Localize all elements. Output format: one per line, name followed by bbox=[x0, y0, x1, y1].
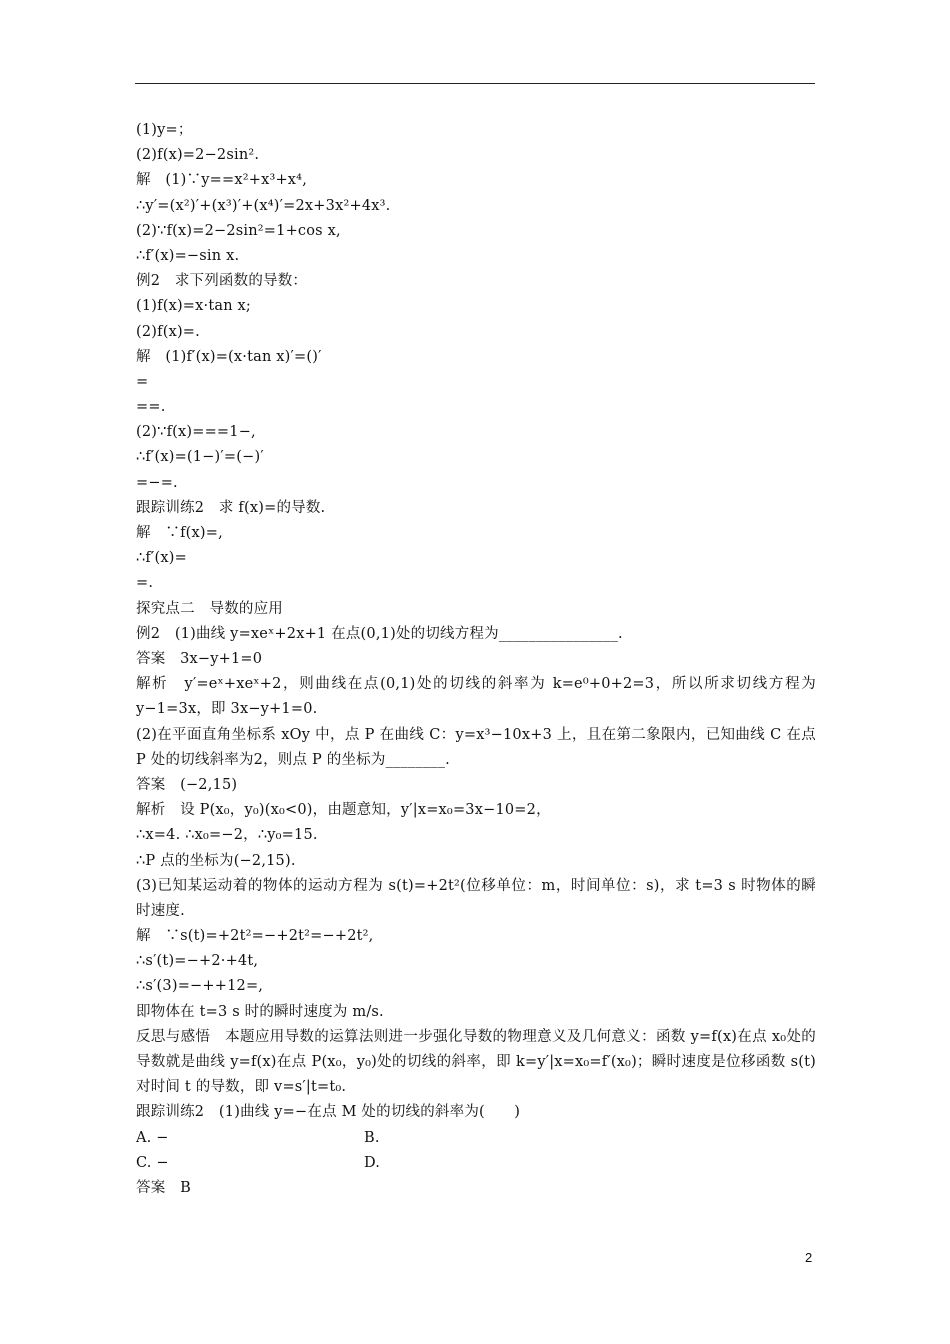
exercise-heading: 跟踪训练2 求 f(x)=的导数. bbox=[136, 499, 326, 516]
header-rule bbox=[135, 83, 815, 84]
option-b: B. bbox=[364, 1129, 380, 1146]
text-line: (2)∵f(x)=2−2sin²=1+cos x, bbox=[136, 222, 341, 239]
text-line: 解 ∵f(x)=, bbox=[136, 525, 223, 541]
answer-line: 答案 B bbox=[136, 1180, 191, 1197]
reflection-paragraph: 反思与感悟 本题应用导数的运算法则进一步强化导数的物理意义及几何意义：函数 y=f(x)在点 x₀处的导数就是曲线 y=f(x)在点 P(x₀，y₀)处的切线的斜率，即 k=y′|x=x₀=f′(x₀)；瞬时速度是位移函数 s(t)对时间 t 的导数，即 v=s′|t=t₀. bbox=[136, 1028, 816, 1096]
text-line: (1)y=； bbox=[136, 122, 193, 138]
answer-line: 答案 (−2,15) bbox=[136, 776, 238, 793]
text-line: ∴x=4. ∴x₀=−2，∴y₀=15. bbox=[136, 827, 318, 844]
text-line: ∴y′=(x²)′+(x³)′+(x⁴)′=2x+3x²+4x³. bbox=[136, 197, 391, 214]
exercise-heading: 跟踪训练2 (1)曲线 y=−在点 M 处的切线的斜率为( ) bbox=[136, 1104, 521, 1121]
text-line: 解 ∵s(t)=+2t²=−+2t²=−+2t², bbox=[136, 928, 374, 945]
question-paragraph: (2)在平面直角坐标系 xOy 中，点 P 在曲线 C：y=x³−10x+3 上，且在第二象限内，已知曲线 C 在点 P 处的切线斜率为2，则点 P 的坐标为________. bbox=[136, 726, 816, 768]
text-line: 解 (1)∵y==x²+x³+x⁴, bbox=[136, 172, 308, 189]
text-line: 即物体在 t=3 s 时的瞬时速度为 m/s. bbox=[136, 1003, 384, 1020]
question-paragraph: (3)已知某运动着的物体的运动方程为 s(t)=+2t²(位移单位：m，时间单位：s)，求 t=3 s 时物体的瞬时速度. bbox=[136, 877, 816, 919]
text-line: ∴f′(x)=−sin x. bbox=[136, 247, 240, 264]
answer-line: 答案 3x−y+1=0 bbox=[136, 650, 263, 667]
text-line: 解 (1)f′(x)=(x·tan x)′=()′ bbox=[136, 348, 322, 365]
example-heading: 例2 求下列函数的导数： bbox=[136, 273, 308, 290]
text-line: (1)f(x)=x·tan x; bbox=[136, 298, 252, 315]
text-line: ==. bbox=[136, 399, 166, 416]
text-line: (2)f(x)=. bbox=[136, 323, 200, 340]
text-line: ∴P 点的坐标为(−2,15). bbox=[136, 852, 296, 869]
text-line: ∴f′(x)= bbox=[136, 550, 187, 567]
text-line: =. bbox=[136, 575, 154, 592]
text-line: ∴f′(x)=(1−)′=(−)′ bbox=[136, 449, 264, 466]
text-line: 例2 (1)曲线 y=xeˣ+2x+1 在点(0,1)处的切线方程为________________. bbox=[136, 625, 623, 642]
page-number: 2 bbox=[805, 1250, 813, 1265]
option-d: D. bbox=[364, 1154, 381, 1171]
text-line: (2)f(x)=2−2sin². bbox=[136, 147, 260, 164]
option-a: A. − bbox=[136, 1129, 169, 1146]
text-line: = bbox=[136, 373, 149, 390]
option-c: C. − bbox=[136, 1154, 169, 1171]
text-line: =−=. bbox=[136, 474, 178, 491]
text-line: 解析 设 P(x₀，y₀)(x₀<0)，由题意知，y′|x=x₀=3x−10=2， bbox=[136, 802, 551, 819]
document-body bbox=[136, 118, 816, 1201]
options-row bbox=[136, 1126, 816, 1151]
analysis-paragraph: 解析 y′=eˣ+xeˣ+2，则曲线在点(0,1)处的切线的斜率为 k=e⁰+0+2=3，所以所求切线方程为 y−1=3x，即 3x−y+1=0. bbox=[136, 676, 816, 718]
text-line: (2)∵f(x)===1−, bbox=[136, 424, 256, 441]
text-line: ∴s′(t)=−+2·+4t, bbox=[136, 953, 259, 970]
options-row bbox=[136, 1151, 816, 1176]
text-line: ∴s′(3)=−++12=, bbox=[136, 978, 264, 995]
section-heading: 探究点二 导数的应用 bbox=[136, 600, 283, 617]
